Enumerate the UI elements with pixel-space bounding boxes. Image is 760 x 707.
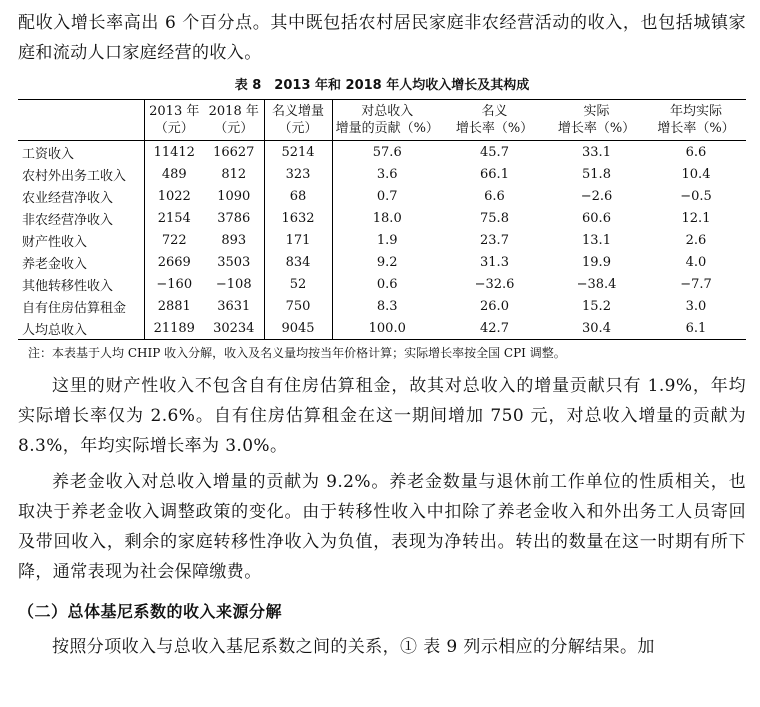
document-page xyxy=(18,8,746,662)
table-cell: 489 xyxy=(161,166,187,182)
table-cell: 4.0 xyxy=(685,254,707,270)
table-cell: 75.8 xyxy=(480,210,509,226)
row-label-cell: 人均总收入 xyxy=(18,317,144,340)
table-cell: −7.7 xyxy=(680,276,712,292)
table-row xyxy=(18,317,746,340)
column-header-line1: 2013 年 xyxy=(149,104,200,119)
table-cell: 893 xyxy=(204,229,264,251)
table-cell: 6.1 xyxy=(685,320,707,336)
table-cell: 9045 xyxy=(264,317,332,340)
column-header-line2: 增长率（%） xyxy=(657,121,735,136)
column-header-line2: （元） xyxy=(154,121,194,136)
table-row xyxy=(18,207,746,229)
column-header-line1: 年均实际 xyxy=(669,104,722,119)
table-note: 注：本表基于人均 CHIP 收入分解，收入及名义量均按当年价格计算；实际增长率按全国 CPI 调整。 xyxy=(28,346,566,360)
table-row xyxy=(18,229,746,251)
row-label-cell: 其他转移性收入 xyxy=(18,273,144,295)
table-cell: 3503 xyxy=(204,251,264,273)
table-cell: 0.7 xyxy=(376,188,398,204)
table-cell: −32.6 xyxy=(474,276,515,292)
row-label-cell: 农村外出务工收入 xyxy=(18,163,144,185)
column-header-line1: 2018 年 xyxy=(208,104,259,119)
column-header-line1: 实际 xyxy=(583,104,610,119)
column-header xyxy=(144,100,204,141)
table-cell: 23.7 xyxy=(480,232,509,248)
column-header-line2: （元） xyxy=(278,121,318,136)
column-header xyxy=(204,100,264,141)
table-cell: 8.3 xyxy=(376,298,398,314)
table-cell: 9.2 xyxy=(376,254,398,270)
table-cell: 5214 xyxy=(264,141,332,164)
table-cell: 66.1 xyxy=(480,166,509,182)
table-cell: 10.4 xyxy=(681,166,711,182)
intro-paragraph: 配收入增长率高出 6 个百分点。其中既包括农村居民家庭非农经营活动的收入，也包括城镇家庭和流动人口家庭经营的收入。 xyxy=(18,13,746,63)
table-cell: 1632 xyxy=(264,207,332,229)
table-cell: 30.4 xyxy=(582,320,611,336)
table-cell: 1.9 xyxy=(376,232,398,248)
table-cell: 2881 xyxy=(157,298,191,314)
table-cell: 12.1 xyxy=(681,210,711,226)
table-cell: 16627 xyxy=(204,141,264,164)
table-cell: 31.3 xyxy=(480,254,509,270)
column-header-line2: 增长率（%） xyxy=(557,121,636,136)
table-cell: 33.1 xyxy=(582,144,611,160)
paragraph-gini-decomposition: 按照分项收入与总收入基尼系数之间的关系，① 表 9 列示相应的分解结果。加 xyxy=(52,637,655,657)
table-cell: 6.6 xyxy=(685,144,707,160)
row-label-cell: 工资收入 xyxy=(18,141,144,164)
section-heading: （二）总体基尼系数的收入来源分解 xyxy=(18,602,283,621)
table-cell: 1090 xyxy=(204,185,264,207)
table-cell: 52 xyxy=(264,273,332,295)
table-row xyxy=(18,163,746,185)
table-row xyxy=(18,295,746,317)
paragraph-pension-income: 养老金收入对总收入增量的贡献为 9.2%。养老金数量与退休前工作单位的性质相关，也取决于养老金收入调整政策的变化。由于转移性收入中扣除了养老金收入和外出务工人员寄回及带回收入，剩余的家庭转移性净收入为负值，表现为净转出。转出的数量在这一时期有所下降，通常表现为社会保障缴费。 xyxy=(18,472,746,582)
table-cell: 100.0 xyxy=(368,320,406,336)
table-cell: 0.6 xyxy=(376,276,398,292)
column-header-line1: 对总收入 xyxy=(361,104,414,119)
table-cell: 6.6 xyxy=(484,188,505,204)
table-cell: 19.9 xyxy=(582,254,611,270)
table-cell: 60.6 xyxy=(582,210,611,226)
table-cell: 1022 xyxy=(157,188,191,204)
table-cell: 18.0 xyxy=(372,210,402,226)
table-cell: 323 xyxy=(264,163,332,185)
table-cell: 3.6 xyxy=(376,166,398,182)
table-cell: 2.6 xyxy=(685,232,707,248)
table-cell: 812 xyxy=(204,163,264,185)
table-cell: 3.0 xyxy=(685,298,707,314)
table-cell: −2.6 xyxy=(580,188,613,204)
column-header-line1: 名义 xyxy=(481,104,508,119)
table-cell: −108 xyxy=(204,273,264,295)
column-header-line1: 名义增量 xyxy=(271,104,324,119)
table-cell: −160 xyxy=(156,276,193,292)
table-cell: 13.1 xyxy=(582,232,611,248)
table-cell: 171 xyxy=(264,229,332,251)
table-cell: 51.8 xyxy=(582,166,611,182)
row-label-cell: 养老金收入 xyxy=(18,251,144,273)
table-body xyxy=(18,141,746,340)
table-title: 表 8 2013 年和 2018 年人均收入增长及其构成 xyxy=(234,78,530,93)
table-header-row xyxy=(18,100,746,141)
table-cell: 2154 xyxy=(157,210,191,226)
row-label-cell: 非农经营净收入 xyxy=(18,207,144,229)
table-cell: 21189 xyxy=(153,320,195,336)
table-cell: 42.7 xyxy=(480,320,509,336)
row-label-cell: 自有住房估算租金 xyxy=(18,295,144,317)
column-header xyxy=(18,100,144,141)
column-header xyxy=(264,100,332,141)
table-row xyxy=(18,251,746,273)
table-cell: 11412 xyxy=(153,144,195,160)
column-header xyxy=(646,100,746,141)
table-cell: 834 xyxy=(264,251,332,273)
table-cell: 15.2 xyxy=(582,298,611,314)
table-row xyxy=(18,185,746,207)
table-cell: −0.5 xyxy=(680,188,712,204)
row-label-cell: 农业经营净收入 xyxy=(18,185,144,207)
table-cell: 2669 xyxy=(157,254,191,270)
column-header xyxy=(547,100,646,141)
table-cell: 30234 xyxy=(204,317,264,340)
table-cell: 68 xyxy=(264,185,332,207)
table-row xyxy=(18,141,746,164)
paragraph-property-income: 这里的财产性收入不包含自有住房估算租金，故其对总收入的增量贡献只有 1.9%，年均实际增长率仅为 2.6%。自有住房估算租金在这一期间增加 750 元，对总收入增量的贡献为 8.3%，年均实际增长率为 3.0%。 xyxy=(18,376,746,456)
table-cell: 26.0 xyxy=(480,298,509,314)
column-header-line2: 增长率（%） xyxy=(455,121,534,136)
table-cell: 3631 xyxy=(204,295,264,317)
table-cell: 3786 xyxy=(204,207,264,229)
table-cell: 45.7 xyxy=(480,144,509,160)
column-header xyxy=(442,100,547,141)
column-header-line2: 增量的贡献（%） xyxy=(335,121,439,136)
table-cell: 57.6 xyxy=(372,144,402,160)
table-row xyxy=(18,273,746,295)
row-label-cell: 财产性收入 xyxy=(18,229,144,251)
income-growth-table xyxy=(18,99,746,340)
column-header-line2: （元） xyxy=(214,121,254,136)
column-header xyxy=(332,100,442,141)
table-cell: −38.4 xyxy=(576,276,617,292)
table-cell: 722 xyxy=(161,232,187,248)
table-cell: 750 xyxy=(264,295,332,317)
